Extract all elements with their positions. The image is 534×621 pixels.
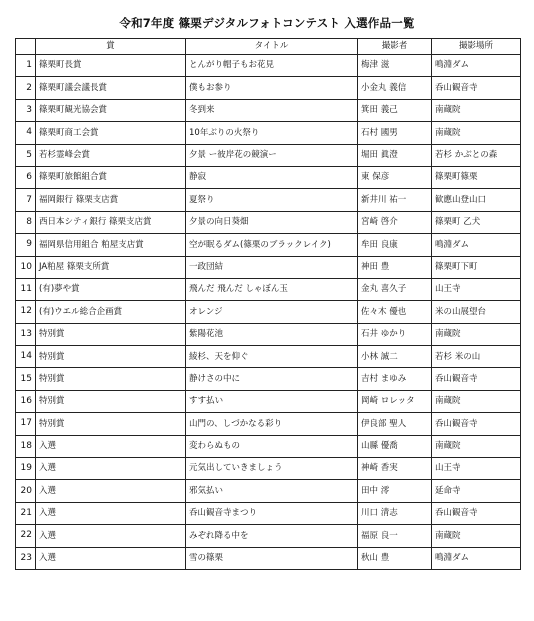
photographer-cell: 神崎 香実: [358, 458, 432, 480]
award-cell: (有)ウエル総合企画賞: [36, 301, 186, 323]
title-cell: 雪の篠栗: [186, 547, 358, 569]
table-row: [16, 301, 521, 323]
photographer-cell: 秋山 豊: [358, 547, 432, 569]
row-number: 5: [16, 144, 36, 166]
row-number: 21: [16, 502, 36, 524]
row-number: 16: [16, 390, 36, 412]
table-row: [16, 77, 521, 99]
photographer-cell: 東 保彦: [358, 166, 432, 188]
header-no: [16, 39, 36, 55]
row-number: 2: [16, 77, 36, 99]
photographer-cell: 佐々木 優也: [358, 301, 432, 323]
location-cell: 鳴淵ダム: [432, 234, 521, 256]
location-cell: 南蔵院: [432, 525, 521, 547]
award-cell: 入選: [36, 458, 186, 480]
title-cell: とんがり帽子もお花見: [186, 55, 358, 77]
title-cell: 元気出していきましょう: [186, 458, 358, 480]
table-row: [16, 189, 521, 211]
photographer-cell: 石村 國男: [358, 122, 432, 144]
table-header-row: [16, 39, 521, 55]
row-number: 3: [16, 99, 36, 121]
title-cell: 邪気払い: [186, 480, 358, 502]
title-cell: 10年ぶりの火祭り: [186, 122, 358, 144]
photographer-cell: 新井川 祐一: [358, 189, 432, 211]
table-row: [16, 55, 521, 77]
table-row: [16, 368, 521, 390]
table-row: [16, 99, 521, 121]
award-cell: 篠栗町旅館組合賞: [36, 166, 186, 188]
table-row: [16, 346, 521, 368]
location-cell: 米の山展望台: [432, 301, 521, 323]
photographer-cell: 石井 ゆかり: [358, 323, 432, 345]
row-number: 1: [16, 55, 36, 77]
award-cell: 福岡県信用組合 粕屋支店賞: [36, 234, 186, 256]
award-cell: (有)夢や賞: [36, 278, 186, 300]
location-cell: 呑山観音寺: [432, 502, 521, 524]
row-number: 22: [16, 525, 36, 547]
photographer-cell: 宮崎 啓介: [358, 211, 432, 233]
table-body: [16, 55, 521, 570]
table-row: [16, 278, 521, 300]
photographer-cell: 山縣 優喬: [358, 435, 432, 457]
location-cell: 若杉 米の山: [432, 346, 521, 368]
award-cell: 篠栗町観光協会賞: [36, 99, 186, 121]
award-cell: 特別賞: [36, 413, 186, 435]
title-cell: 静寂: [186, 166, 358, 188]
title-cell: 僕もお参り: [186, 77, 358, 99]
title-cell: 一政団結: [186, 256, 358, 278]
award-cell: 篠栗町議会議長賞: [36, 77, 186, 99]
title-cell: 呑山観音寺まつり: [186, 502, 358, 524]
title-cell: 山門の、しづかなる彩り: [186, 413, 358, 435]
award-cell: 若杉霊峰会賞: [36, 144, 186, 166]
table-row: [16, 413, 521, 435]
table-row: [16, 480, 521, 502]
row-number: 19: [16, 458, 36, 480]
title-cell: 綾杉、天を仰ぐ: [186, 346, 358, 368]
location-cell: 南蔵院: [432, 122, 521, 144]
award-cell: 特別賞: [36, 323, 186, 345]
location-cell: 篠栗町下町: [432, 256, 521, 278]
row-number: 13: [16, 323, 36, 345]
row-number: 4: [16, 122, 36, 144]
table-row: [16, 525, 521, 547]
row-number: 8: [16, 211, 36, 233]
table-row: [16, 234, 521, 256]
row-number: 11: [16, 278, 36, 300]
table-row: [16, 166, 521, 188]
title-cell: すす払い: [186, 390, 358, 412]
location-cell: 南蔵院: [432, 390, 521, 412]
row-number: 18: [16, 435, 36, 457]
table-row: [16, 390, 521, 412]
award-cell: 入選: [36, 435, 186, 457]
location-cell: 呑山観音寺: [432, 368, 521, 390]
title-cell: 夕景 ー彼岸花の競演ー: [186, 144, 358, 166]
header-award: 賞: [36, 39, 186, 55]
location-cell: 山王寺: [432, 458, 521, 480]
table-row: [16, 211, 521, 233]
location-cell: 若杉 かぶとの森: [432, 144, 521, 166]
photographer-cell: 牟田 良康: [358, 234, 432, 256]
photographer-cell: 田中 澪: [358, 480, 432, 502]
award-cell: 入選: [36, 525, 186, 547]
results-table: [15, 38, 521, 570]
row-number: 23: [16, 547, 36, 569]
table-row: [16, 547, 521, 569]
table-row: [16, 323, 521, 345]
location-cell: 呑山観音寺: [432, 77, 521, 99]
row-number: 20: [16, 480, 36, 502]
location-cell: 篠栗町 乙犬: [432, 211, 521, 233]
location-cell: 鳴淵ダム: [432, 55, 521, 77]
location-cell: 延命寺: [432, 480, 521, 502]
location-cell: 南蔵院: [432, 323, 521, 345]
photographer-cell: 伊良部 聖人: [358, 413, 432, 435]
photographer-cell: 吉村 まゆみ: [358, 368, 432, 390]
title-cell: 空が眠るダム(篠栗のブラックレイク): [186, 234, 358, 256]
row-number: 15: [16, 368, 36, 390]
award-cell: 西日本シティ銀行 篠栗支店賞: [36, 211, 186, 233]
row-number: 17: [16, 413, 36, 435]
row-number: 12: [16, 301, 36, 323]
title-cell: 飛んだ 飛んだ しゃぼん玉: [186, 278, 358, 300]
location-cell: 南蔵院: [432, 99, 521, 121]
row-number: 9: [16, 234, 36, 256]
title-cell: 冬到来: [186, 99, 358, 121]
title-cell: 夏祭り: [186, 189, 358, 211]
award-cell: 入選: [36, 480, 186, 502]
photographer-cell: 福原 良一: [358, 525, 432, 547]
table-row: [16, 122, 521, 144]
award-cell: JA粕屋 篠栗支所賞: [36, 256, 186, 278]
title-cell: 紫陽花池: [186, 323, 358, 345]
page-title: 令和7年度 篠栗デジタルフォトコンテスト 入選作品一覧: [119, 16, 415, 30]
row-number: 14: [16, 346, 36, 368]
table-row: [16, 502, 521, 524]
title-cell: 静けさの中に: [186, 368, 358, 390]
award-cell: 入選: [36, 547, 186, 569]
photographer-cell: 梅津 滋: [358, 55, 432, 77]
award-cell: 篠栗町長賞: [36, 55, 186, 77]
row-number: 7: [16, 189, 36, 211]
photographer-cell: 川口 清志: [358, 502, 432, 524]
row-number: 10: [16, 256, 36, 278]
award-cell: 特別賞: [36, 346, 186, 368]
award-cell: 特別賞: [36, 390, 186, 412]
title-cell: オレンジ: [186, 301, 358, 323]
table-row: [16, 256, 521, 278]
photographer-cell: 小金丸 義信: [358, 77, 432, 99]
table-row: [16, 435, 521, 457]
photographer-cell: 箕田 義己: [358, 99, 432, 121]
location-cell: 鳴淵ダム: [432, 547, 521, 569]
photographer-cell: 金丸 喜久子: [358, 278, 432, 300]
header-location: 撮影場所: [432, 39, 521, 55]
header-title: タイトル: [186, 39, 358, 55]
title-cell: 夕景の向日葵畑: [186, 211, 358, 233]
table-row: [16, 458, 521, 480]
row-number: 6: [16, 166, 36, 188]
table-row: [16, 144, 521, 166]
photographer-cell: 岡崎 ロレッタ: [358, 390, 432, 412]
header-photographer: 撮影者: [358, 39, 432, 55]
location-cell: 篠栗町篠栗: [432, 166, 521, 188]
location-cell: 山王寺: [432, 278, 521, 300]
award-cell: 特別賞: [36, 368, 186, 390]
title-cell: みぞれ降る中を: [186, 525, 358, 547]
award-cell: 篠栗町商工会賞: [36, 122, 186, 144]
photographer-cell: 神田 豊: [358, 256, 432, 278]
photographer-cell: 小林 誠二: [358, 346, 432, 368]
location-cell: 歓應山登山口: [432, 189, 521, 211]
award-cell: 入選: [36, 502, 186, 524]
photographer-cell: 堀田 眞澄: [358, 144, 432, 166]
location-cell: 呑山観音寺: [432, 413, 521, 435]
title-cell: 変わらぬもの: [186, 435, 358, 457]
location-cell: 南蔵院: [432, 435, 521, 457]
award-cell: 福岡銀行 篠栗支店賞: [36, 189, 186, 211]
